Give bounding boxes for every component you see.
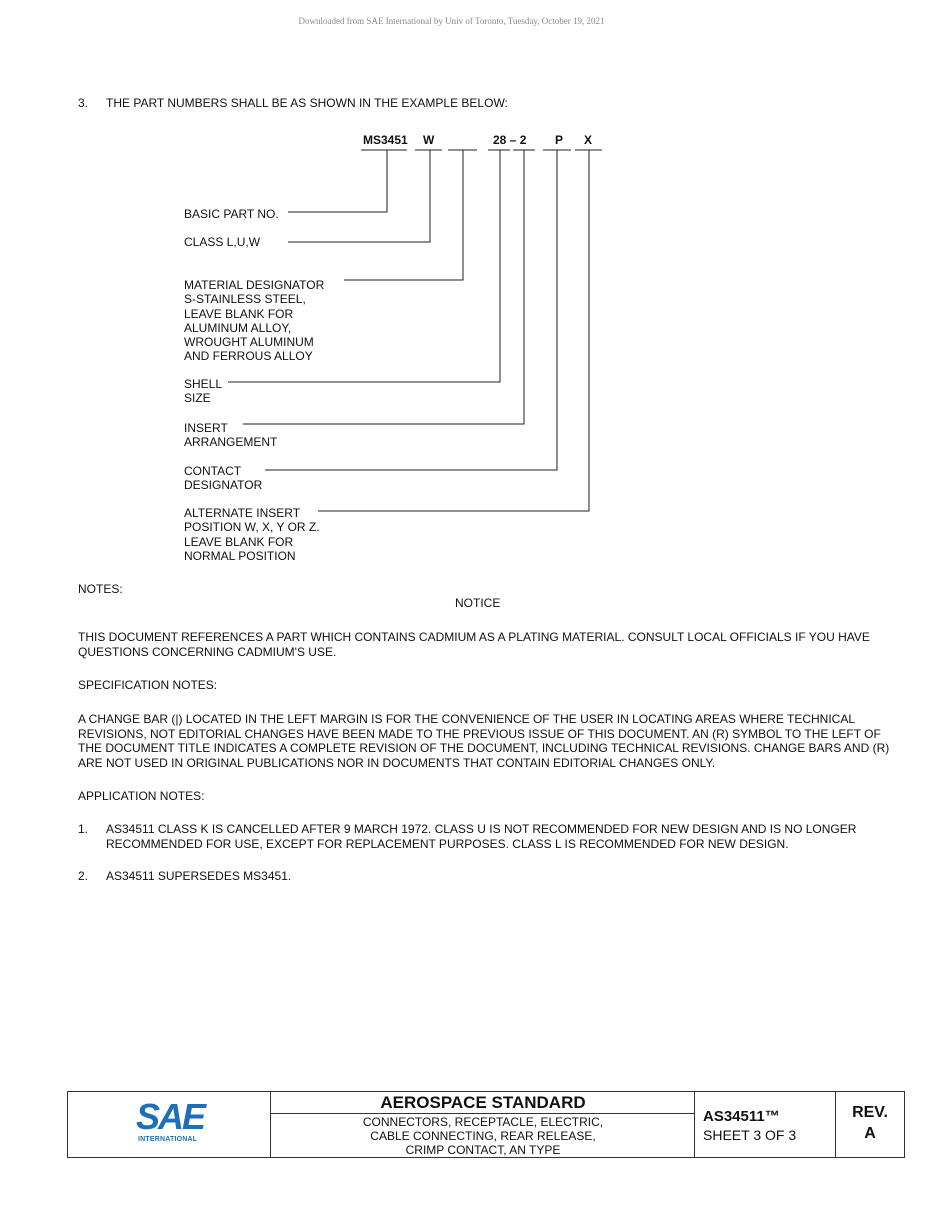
document-number: AS34511™ — [703, 1108, 780, 1125]
pn-position: X — [584, 133, 593, 147]
callout-alternate-position: ALTERNATE INSERT POSITION W, X, Y OR Z. LEAVE BLANK FOR NORMAL POSITION — [184, 506, 320, 563]
specification-notes-text: A CHANGE BAR (|) LOCATED IN THE LEFT MARGIN IS FOR THE CONVENIENCE OF THE USER IN LOCATING AREAS WHERE TECHNICAL REVISIONS, NOT EDITORIAL CHANGES HAVE BEEN MADE TO THE PREVIOUS ISSUE OF THIS DOCUMENT. AN (R) SYMBOL TO THE LEFT OF THE DOCUMENT TITLE INDICATES A COMPLETE REVISION OF THE DOCUMENT, INCLUDING TECHNICAL REVISIONS. CHANGE BARS AND (R) ARE NOT USED IN ORIGINAL PUBLICATIONS NOR IN DOCUMENTS THAT CONTAIN EDITORIAL CHANGES ONLY. — [78, 712, 890, 770]
application-notes-heading: APPLICATION NOTES: — [78, 789, 205, 803]
pn-class: W — [423, 133, 435, 147]
application-note-1: 1. AS34511 CLASS K IS CANCELLED AFTER 9 MARCH 1972. CLASS U IS NOT RECOMMENDED FOR NEW DESIGN AND IS NO LONGER RECOMMENDED FOR USE, EXCEPT FOR REPLACEMENT PURPOSES. CLASS L IS RECOMMENDED FOR NEW DESIGN. — [78, 822, 857, 851]
download-notice: Downloaded from SAE International by Univ of Toronto, Tuesday, October 19, 2021 — [298, 16, 605, 26]
notes-heading: NOTES: — [78, 582, 123, 596]
cadmium-notice-text: THIS DOCUMENT REFERENCES A PART WHICH CONTAINS CADMIUM AS A PLATING MATERIAL. CONSULT LOCAL OFFICIALS IF YOU HAVE QUESTIONS CONCERNING CADMIUM'S USE. — [78, 630, 870, 659]
revision-cell — [835, 1092, 904, 1157]
part-number-leader-lines — [0, 0, 950, 600]
item-3-number: 3. — [78, 96, 89, 110]
title-block — [67, 1091, 905, 1158]
callout-material: MATERIAL DESIGNATOR S-STAINLESS STEEL, LEAVE BLANK FOR ALUMINUM ALLOY, WROUGHT ALUMINUM AND FERROUS ALLOY — [184, 278, 325, 364]
application-note-2: 2. AS34511 SUPERSEDES MS3451. — [78, 869, 292, 883]
document-number-cell — [694, 1092, 836, 1157]
sae-logo-mark: SAE — [136, 1096, 205, 1137]
specification-notes-heading: SPECIFICATION NOTES: — [78, 678, 218, 692]
sae-logo-subtitle: INTERNATIONAL — [138, 1136, 198, 1143]
pn-shell-insert: 28 – 2 — [493, 133, 527, 147]
item-3-text: THE PART NUMBERS SHALL BE AS SHOWN IN THE EXAMPLE BELOW: — [106, 96, 508, 110]
standard-title: AEROSPACE STANDARD — [271, 1092, 695, 1114]
pn-contact: P — [555, 133, 564, 147]
sheet-number: SHEET 3 OF 3 — [703, 1127, 797, 1143]
standard-description: CONNECTORS, RECEPTACLE, ELECTRIC, CABLE CONNECTING, REAR RELEASE, CRIMP CONTACT, AN TYPE — [362, 1115, 604, 1157]
leader-position — [318, 150, 589, 511]
leader-basic — [288, 150, 387, 212]
sae-logo — [68, 1092, 270, 1157]
callout-shell-size: SHELL SIZE — [184, 377, 223, 406]
title-cell — [270, 1092, 695, 1157]
leader-material — [344, 150, 463, 280]
revision-label: REV. — [852, 1104, 888, 1121]
callout-basic-part-no: BASIC PART NO. — [184, 207, 279, 221]
callout-insert-arrangement: INSERT ARRANGEMENT — [184, 421, 278, 450]
revision-value: A — [864, 1125, 876, 1142]
callout-contact-designator: CONTACT DESIGNATOR — [184, 464, 263, 493]
notice-heading: NOTICE — [455, 596, 501, 610]
leader-class — [288, 150, 430, 242]
pn-basic: MS3451 — [363, 133, 408, 147]
callout-class: CLASS L,U,W — [184, 235, 261, 249]
